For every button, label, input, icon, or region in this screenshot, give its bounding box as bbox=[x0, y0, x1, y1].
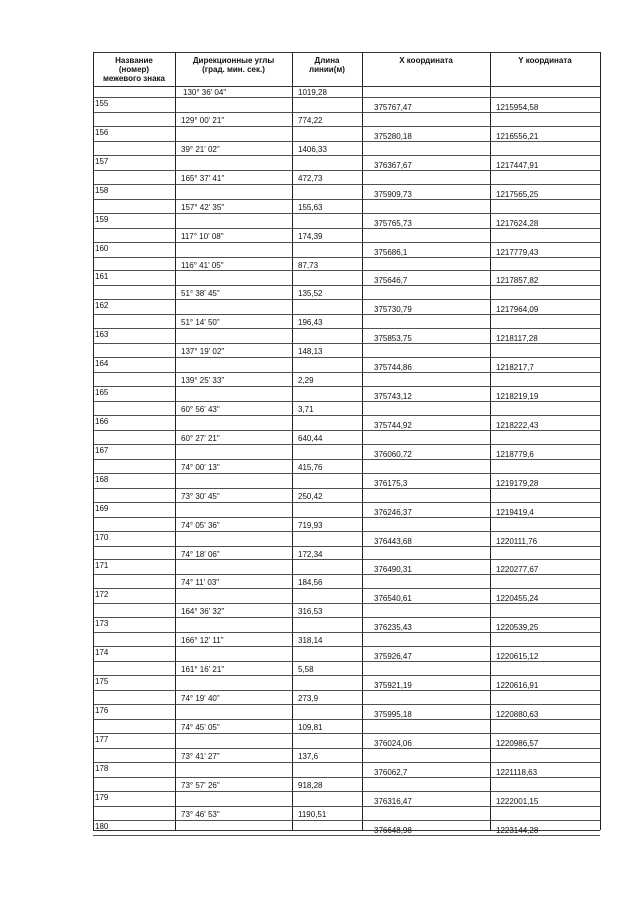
x-coordinate: 375921,19 bbox=[374, 681, 412, 690]
row-divider bbox=[93, 126, 600, 127]
segment-angle: 116° 41' 05" bbox=[181, 260, 224, 270]
segment-length: 172,34 bbox=[298, 549, 323, 559]
segment-length: 1190,51 bbox=[298, 809, 327, 819]
segment-length: 774,22 bbox=[298, 116, 323, 125]
point-number: 168 bbox=[95, 474, 109, 484]
point-number: 170 bbox=[95, 532, 109, 542]
x-coordinate: 375995,18 bbox=[374, 709, 412, 719]
header-angle-line: (град. мин. сек.) bbox=[202, 65, 265, 74]
point-number: 169 bbox=[95, 503, 109, 513]
x-coordinate: 375686,1 bbox=[374, 247, 408, 257]
y-coordinate: 1220615,12 bbox=[496, 652, 539, 662]
point-number: 162 bbox=[95, 301, 109, 311]
header-angle-line: Дирекционные углы bbox=[192, 56, 275, 65]
segment-angle: 157° 42' 35" bbox=[181, 202, 225, 212]
segment-length: 87,73 bbox=[298, 260, 319, 270]
row-divider bbox=[93, 733, 600, 734]
segment-angle: 73° 46' 53" bbox=[181, 809, 220, 819]
segment-length: 415,76 bbox=[298, 462, 323, 472]
header-bottom-border bbox=[93, 86, 600, 87]
row-divider bbox=[93, 820, 600, 821]
point-number: 163 bbox=[95, 330, 109, 340]
row-divider bbox=[93, 299, 600, 300]
header-length-line: линии(м) bbox=[309, 65, 345, 74]
x-coordinate: 375730,79 bbox=[374, 305, 412, 315]
row-divider bbox=[93, 155, 600, 156]
row-divider bbox=[93, 675, 600, 676]
point-number: 173 bbox=[95, 619, 109, 629]
row-divider bbox=[93, 242, 600, 243]
row-divider bbox=[93, 357, 600, 358]
point-number: 164 bbox=[95, 359, 109, 369]
header-name bbox=[93, 56, 175, 86]
segment-length: 250,42 bbox=[298, 491, 323, 501]
segment-angle: 73° 30' 45" bbox=[181, 491, 220, 501]
segment-angle: 74° 18' 06" bbox=[181, 549, 220, 559]
segment-length: 318,14 bbox=[298, 636, 323, 646]
row-divider bbox=[93, 444, 600, 445]
segment-angle: 60° 27' 21" bbox=[181, 433, 220, 443]
x-coordinate: 376540,61 bbox=[374, 594, 412, 604]
segment-length: 155,63 bbox=[298, 202, 323, 212]
y-coordinate: 1217964,09 bbox=[496, 305, 539, 315]
point-number: 175 bbox=[95, 677, 109, 686]
row-divider bbox=[93, 270, 600, 271]
x-coordinate: 375744,86 bbox=[374, 363, 412, 373]
y-coordinate: 1217624,28 bbox=[496, 218, 539, 228]
x-coordinate: 376235,43 bbox=[374, 623, 412, 633]
segment-angle: 166° 12' 11" bbox=[181, 636, 224, 646]
row-divider bbox=[93, 559, 600, 560]
segment-length: 1019,28 bbox=[298, 88, 327, 97]
x-coordinate: 376062,7 bbox=[374, 767, 408, 777]
y-coordinate: 1220111,76 bbox=[496, 536, 538, 546]
x-coordinate: 375744,92 bbox=[374, 420, 412, 430]
segment-angle: 74° 19' 40" bbox=[181, 694, 220, 703]
segment-angle: 51° 14' 50" bbox=[181, 318, 220, 328]
segment-length: 472,73 bbox=[298, 173, 323, 183]
segment-length: 174,39 bbox=[298, 231, 323, 241]
point-number: 159 bbox=[95, 214, 109, 224]
header-x: X координата bbox=[399, 56, 453, 65]
y-coordinate: 1217565,25 bbox=[496, 189, 539, 199]
y-coordinate: 1216556,21 bbox=[496, 131, 539, 141]
x-coordinate: 375280,18 bbox=[374, 131, 412, 141]
segment-angle: 74° 45' 05" bbox=[181, 722, 220, 732]
segment-length: 3,71 bbox=[298, 405, 314, 414]
row-divider bbox=[93, 704, 600, 705]
x-coordinate: 375767,47 bbox=[374, 103, 412, 112]
y-coordinate: 1217857,82 bbox=[496, 276, 539, 286]
segment-length: 137,6 bbox=[298, 751, 319, 761]
segment-angle: 137° 19' 02" bbox=[181, 347, 225, 357]
point-number: 165 bbox=[95, 388, 109, 397]
segment-length: 148,13 bbox=[298, 347, 323, 357]
point-number: 177 bbox=[95, 734, 109, 744]
segment-angle: 73° 57' 26" bbox=[181, 780, 220, 790]
segment-angle: 165° 37' 41" bbox=[181, 173, 225, 183]
y-coordinate: 1219179,28 bbox=[496, 478, 539, 488]
point-number: 174 bbox=[95, 648, 109, 658]
point-number: 155 bbox=[95, 99, 109, 108]
segment-angle: 117° 10' 08" bbox=[181, 231, 224, 241]
row-divider bbox=[93, 386, 600, 387]
segment-angle: 73° 41' 27" bbox=[181, 751, 220, 761]
row-divider bbox=[93, 328, 600, 329]
header-name-line: межевого знака bbox=[102, 74, 166, 83]
segment-length: 5,58 bbox=[298, 665, 314, 675]
x-coordinate: 376316,47 bbox=[374, 796, 412, 806]
segment-angle: 130° 36' 04" bbox=[183, 88, 227, 97]
point-number: 179 bbox=[95, 792, 109, 802]
segment-angle: 164° 36' 32" bbox=[181, 607, 225, 617]
row-divider bbox=[93, 97, 600, 98]
row-divider bbox=[93, 502, 600, 503]
x-coordinate: 376367,67 bbox=[374, 160, 412, 170]
column-divider bbox=[490, 52, 491, 830]
y-coordinate: 1217779,43 bbox=[496, 247, 539, 257]
point-number: 178 bbox=[95, 763, 109, 773]
y-coordinate: 1218117,28 bbox=[496, 334, 538, 344]
point-number: 176 bbox=[95, 705, 109, 715]
point-number: 172 bbox=[95, 590, 109, 600]
segment-angle: 129° 00' 21" bbox=[181, 116, 225, 125]
column-divider bbox=[93, 52, 94, 830]
y-coordinate: 1223144,28 bbox=[496, 825, 539, 835]
point-number: 160 bbox=[95, 243, 109, 253]
segment-angle: 51° 38' 45" bbox=[181, 289, 220, 299]
y-coordinate: 1217447,91 bbox=[496, 160, 539, 170]
y-coordinate: 1220616,91 bbox=[496, 681, 539, 690]
segment-length: 273,9 bbox=[298, 694, 319, 703]
point-number: 167 bbox=[95, 445, 109, 455]
segment-angle: 161° 16' 21" bbox=[181, 665, 225, 675]
segment-length: 640,44 bbox=[298, 433, 323, 443]
column-divider bbox=[362, 52, 363, 830]
segment-length: 109,81 bbox=[298, 722, 323, 732]
segment-length: 1406,33 bbox=[298, 144, 327, 154]
segment-length: 719,93 bbox=[298, 520, 323, 530]
row-divider bbox=[93, 184, 600, 185]
x-coordinate: 376060,72 bbox=[374, 449, 412, 459]
x-coordinate: 375909,73 bbox=[374, 189, 412, 199]
y-coordinate: 1220539,25 bbox=[496, 623, 539, 633]
x-coordinate: 376490,31 bbox=[374, 565, 412, 575]
y-coordinate: 1220880,63 bbox=[496, 709, 539, 719]
y-coordinate: 1215954,58 bbox=[496, 103, 539, 112]
segment-length: 918,28 bbox=[298, 780, 323, 790]
table-top-border bbox=[93, 52, 600, 53]
y-coordinate: 1218779,6 bbox=[496, 449, 534, 459]
header-y: Y координата bbox=[518, 56, 572, 65]
row-divider bbox=[93, 588, 600, 589]
row-divider bbox=[93, 646, 600, 647]
y-coordinate: 1221118,63 bbox=[496, 767, 538, 777]
segment-angle: 39° 21' 02" bbox=[181, 144, 220, 154]
x-coordinate: 375743,12 bbox=[374, 392, 412, 401]
y-coordinate: 1220455,24 bbox=[496, 594, 539, 604]
point-number: 158 bbox=[95, 185, 109, 195]
y-coordinate: 1218219,19 bbox=[496, 392, 539, 401]
y-coordinate: 1220277,67 bbox=[496, 565, 539, 575]
x-coordinate: 375765,73 bbox=[374, 218, 412, 228]
segment-angle: 74° 00' 13" bbox=[181, 462, 220, 472]
header-angle bbox=[175, 56, 292, 86]
y-coordinate: 1219419,4 bbox=[496, 507, 534, 517]
header-name-line: (номер) bbox=[118, 65, 150, 74]
column-divider bbox=[292, 52, 293, 830]
x-coordinate: 376443,68 bbox=[374, 536, 412, 546]
x-coordinate: 376648,98 bbox=[374, 825, 412, 835]
x-coordinate: 376024,06 bbox=[374, 738, 412, 748]
segment-angle: 74° 05' 36" bbox=[181, 520, 220, 530]
header-name-line: Название bbox=[115, 56, 153, 65]
row-divider bbox=[93, 473, 600, 474]
column-divider bbox=[175, 52, 176, 830]
x-coordinate: 376175,3 bbox=[374, 478, 408, 488]
point-number: 171 bbox=[95, 561, 109, 571]
segment-angle: 60° 56' 43" bbox=[181, 405, 220, 414]
y-coordinate: 1222001,15 bbox=[496, 796, 539, 806]
x-coordinate: 375646,7 bbox=[374, 276, 408, 286]
y-coordinate: 1218222,43 bbox=[496, 420, 539, 430]
row-divider bbox=[93, 791, 600, 792]
row-divider bbox=[93, 213, 600, 214]
column-divider bbox=[600, 52, 601, 830]
segment-angle: 139° 25' 33" bbox=[181, 376, 225, 386]
segment-angle: 74° 11' 03" bbox=[181, 578, 220, 588]
segment-length: 316,53 bbox=[298, 607, 323, 617]
row-divider bbox=[93, 415, 600, 416]
segment-length: 135,52 bbox=[298, 289, 323, 299]
point-number: 157 bbox=[95, 156, 109, 166]
segment-length: 196,43 bbox=[298, 318, 323, 328]
x-coordinate: 376246,37 bbox=[374, 507, 412, 517]
segment-length: 2,29 bbox=[298, 376, 314, 386]
point-number: 166 bbox=[95, 416, 109, 426]
header-length-line: Длина bbox=[314, 56, 340, 65]
point-number: 180 bbox=[95, 821, 109, 831]
point-number: 161 bbox=[95, 272, 109, 282]
segment-length: 184,56 bbox=[298, 578, 323, 588]
point-number: 156 bbox=[95, 127, 109, 137]
x-coordinate: 375926,47 bbox=[374, 652, 412, 662]
y-coordinate: 1220986,57 bbox=[496, 738, 539, 748]
row-divider bbox=[93, 531, 600, 532]
row-divider bbox=[93, 617, 600, 618]
y-coordinate: 1218217,7 bbox=[496, 363, 534, 373]
header-length bbox=[292, 56, 362, 86]
x-coordinate: 375853,75 bbox=[374, 334, 412, 344]
row-divider bbox=[93, 762, 600, 763]
